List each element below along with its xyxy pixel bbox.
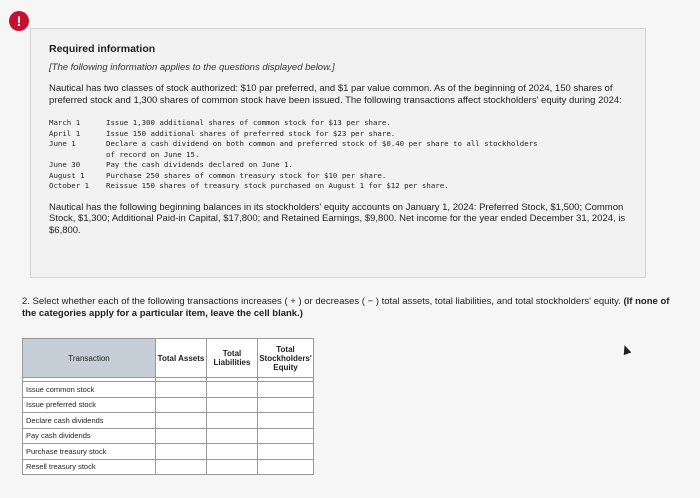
total-liabilities-cell[interactable] xyxy=(207,444,258,460)
total-liabilities-cell[interactable] xyxy=(207,413,258,429)
table-row xyxy=(23,459,314,475)
total-assets-cell[interactable] xyxy=(156,459,207,475)
row-label: Purchase treasury stock xyxy=(23,444,156,460)
transaction-description: of record on June 15. xyxy=(106,149,200,159)
transaction-date: August 1 xyxy=(49,170,85,180)
transaction-list xyxy=(49,118,627,192)
transaction-row xyxy=(49,139,627,150)
transaction-row xyxy=(49,181,627,192)
table-row xyxy=(23,413,314,429)
transaction-date: October 1 xyxy=(49,181,90,190)
total-liabilities-cell[interactable] xyxy=(207,397,258,413)
transaction-row xyxy=(49,171,627,182)
question-prompt xyxy=(22,296,682,319)
mouse-cursor-icon xyxy=(621,344,632,355)
alert-icon: ! xyxy=(9,11,29,31)
transaction-row xyxy=(49,118,627,129)
transaction-description: Pay the cash dividends declared on June 1. xyxy=(106,160,293,169)
total-assets-cell[interactable] xyxy=(156,428,207,444)
total-assets-cell[interactable] xyxy=(156,413,207,429)
total-assets-cell[interactable] xyxy=(156,444,207,460)
transaction-description: Declare a cash dividend on both common and preferred stock of $0.40 per share to all stockholders xyxy=(106,139,538,148)
header-total-equity: Total Stockholders' Equity xyxy=(258,339,314,378)
intro-paragraph: Nautical has two classes of stock authorized: $10 par preferred, and $1 par value common. As of the beginning of 2024, 150 shares of preferred stock and 1,300 shares of common stock have been issued. The following transactions affect stockholders' equity during 2024: xyxy=(49,83,622,106)
transaction-row xyxy=(49,160,627,171)
transaction-date: June 30 xyxy=(49,160,81,169)
total-equity-cell[interactable] xyxy=(258,413,314,429)
total-equity-cell[interactable] xyxy=(258,428,314,444)
total-assets-cell[interactable] xyxy=(156,397,207,413)
total-liabilities-cell[interactable] xyxy=(207,382,258,398)
total-liabilities-cell[interactable] xyxy=(207,428,258,444)
transaction-date: March 1 xyxy=(49,118,81,127)
row-label: Pay cash dividends xyxy=(23,428,156,444)
total-equity-cell[interactable] xyxy=(258,382,314,398)
row-label: Issue common stock xyxy=(23,382,156,398)
transaction-description: Issue 1,300 additional shares of common stock for $13 per share. xyxy=(106,118,391,127)
transaction-description: Reissue 150 shares of treasury stock purchased on August 1 for $12 per share. xyxy=(106,181,449,190)
table-row xyxy=(23,382,314,398)
total-assets-cell[interactable] xyxy=(156,382,207,398)
question-instruction: (If none of the categories apply for a particular item, leave the cell blank.) xyxy=(22,296,670,319)
total-equity-cell[interactable] xyxy=(258,459,314,475)
total-equity-cell[interactable] xyxy=(258,397,314,413)
answer-table xyxy=(22,338,314,475)
transaction-row xyxy=(49,150,627,161)
header-total-assets: Total Assets xyxy=(156,339,207,378)
transaction-date: April 1 xyxy=(49,128,81,138)
total-liabilities-cell[interactable] xyxy=(207,459,258,475)
transaction-description: Purchase 250 shares of common treasury stock for $10 per share. xyxy=(106,170,387,180)
required-information-note: [The following information applies to the questions displayed below.] xyxy=(49,62,335,73)
transaction-row xyxy=(49,129,627,140)
transaction-description: Issue 150 additional shares of preferred stock for $23 per share. xyxy=(106,128,396,138)
question-text: 2. Select whether each of the following transactions increases ( + ) or decreases ( − ) total assets, total liabilities, and total stockholders' equity. xyxy=(22,296,621,307)
transaction-date xyxy=(49,150,106,161)
header-total-liabilities: Total Liabilities xyxy=(207,339,258,378)
table-row xyxy=(23,397,314,413)
transaction-date: June 1 xyxy=(49,139,76,148)
total-equity-cell[interactable] xyxy=(258,444,314,460)
header-transaction: Transaction xyxy=(23,339,156,378)
required-information-panel xyxy=(30,28,646,278)
row-label: Issue preferred stock xyxy=(23,397,156,413)
row-label: Resell treasury stock xyxy=(23,459,156,475)
beginning-balances-paragraph: Nautical has the following beginning balances in its stockholders' equity accounts on January 1, 2024: Preferred Stock, $1,500; Common Stock, $1,300; Additional Paid-in Capital, $17,800; and Retained Earnings, $9,800. Net income for the year ended December 31, 2024, is $6,800. xyxy=(49,201,626,236)
table-row xyxy=(23,428,314,444)
required-information-title: Required information xyxy=(49,43,156,55)
row-label: Declare cash dividends xyxy=(23,413,156,429)
table-row xyxy=(23,444,314,460)
